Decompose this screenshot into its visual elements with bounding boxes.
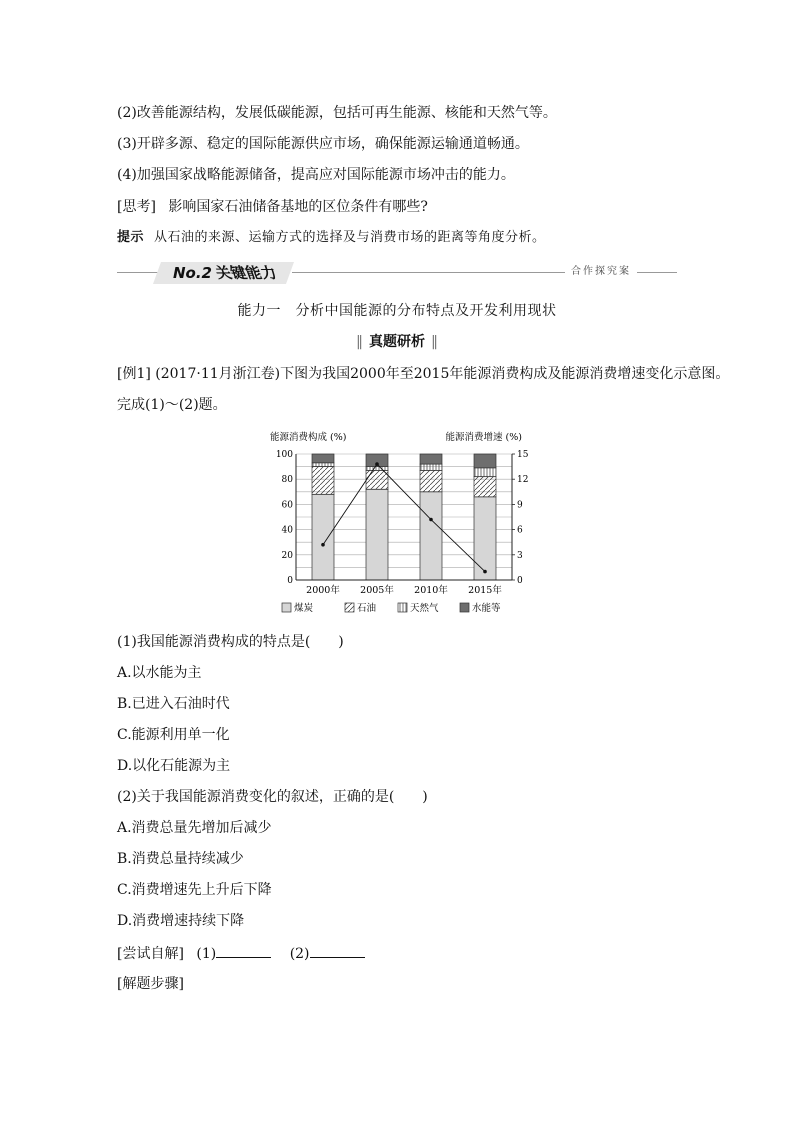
hint-label: 提示 (117, 230, 145, 245)
banner-title: 关键能力 (212, 264, 280, 282)
answer-blank-2[interactable] (310, 943, 365, 958)
legend-label: 水能等 (472, 603, 501, 614)
example-line-1: [例1] (2017·11月浙江卷)下图为我国2000年至2015年能源消费构成及能源消费增速变化示意图。 (117, 366, 730, 382)
y-tick-label-left: 80 (281, 475, 293, 486)
q2-option-d[interactable]: D.消费增速持续下降 (117, 913, 245, 929)
y-tick-label-right: 12 (517, 475, 529, 486)
bar-segment (312, 494, 334, 580)
growth-rate-point (429, 518, 433, 522)
zhenti-heading: ‖ 真题研析 ‖ (356, 334, 438, 350)
legend-label: 天然气 (410, 603, 439, 614)
x-tick-label: 2010年 (414, 585, 448, 596)
ylabel-left: 能源消费构成 (%) (270, 432, 347, 443)
answer-blank-1-label: (1) (196, 946, 217, 962)
legend-label: 石油 (357, 603, 377, 614)
q1-option-c[interactable]: C.能源利用单一化 (117, 727, 230, 743)
bar-segment (420, 470, 442, 491)
q1-option-a[interactable]: A.以水能为主 (117, 665, 202, 681)
bar-segment (366, 470, 388, 489)
growth-rate-point (321, 543, 325, 547)
answer-label: [尝试自解] (117, 946, 184, 962)
y-tick-label-left: 60 (281, 500, 293, 511)
hint-line (117, 228, 546, 248)
q2-option-c[interactable]: C.消费增速先上升后下降 (117, 882, 272, 898)
ylabel-right: 能源消费增速 (%) (445, 432, 522, 443)
q1-option-d[interactable]: D.以化石能源为主 (117, 758, 231, 774)
y-tick-label-left: 40 (281, 525, 293, 536)
x-tick-label: 2000年 (306, 585, 340, 596)
bar-segment (312, 467, 334, 495)
zhenti-label: 真题研析 (369, 334, 425, 350)
think-label: [思考] (117, 199, 156, 215)
y-tick-label-right: 6 (517, 525, 523, 536)
x-tick-label: 2015年 (468, 585, 502, 596)
section-banner (117, 262, 677, 284)
bar-segment (474, 468, 496, 477)
legend-swatch (460, 603, 469, 612)
bar-segment (366, 467, 388, 471)
bar-segment (420, 492, 442, 580)
steps-label: [解题步骤] (117, 976, 184, 992)
answer-blank-1[interactable] (216, 943, 271, 958)
legend-swatch (345, 603, 354, 612)
q2-stem: (2)关于我国能源消费变化的叙述，正确的是( ) (117, 789, 428, 805)
legend-swatch (398, 603, 407, 612)
y-tick-label-left: 0 (287, 576, 293, 586)
bar-segment (420, 464, 442, 470)
answer-blank-2-label: (2) (289, 946, 310, 962)
bar-segment (312, 463, 334, 467)
q2-option-a[interactable]: A.消费总量先增加后减少 (117, 820, 272, 836)
y-tick-label-right: 3 (517, 550, 523, 561)
bar-segment (420, 454, 442, 464)
growth-rate-line (323, 464, 485, 572)
banner-no: No.2 (173, 264, 212, 282)
energy-chart (270, 425, 530, 620)
think-text: 影响国家石油储备基地的区位条件有哪些? (168, 199, 428, 215)
intro-item-4: (4)加强国家战略能源储备，提高应对国际能源市场冲击的能力。 (117, 167, 515, 183)
growth-rate-point (483, 570, 487, 574)
intro-item-2: (2)改善能源结构，发展低碳能源，包括可再生能源、核能和天然气等。 (117, 105, 557, 121)
example-line-2: 完成(1)～(2)题。 (117, 397, 227, 413)
q1-option-b[interactable]: B.已进入石油时代 (117, 696, 230, 712)
legend-label: 煤炭 (294, 603, 314, 614)
q1-stem: (1)我国能源消费构成的特点是( ) (117, 634, 344, 650)
intro-item-3: (3)开辟多源、稳定的国际能源供应市场，确保能源运输通道畅通。 (117, 136, 529, 152)
growth-rate-point (375, 462, 379, 466)
y-tick-label-left: 100 (275, 450, 293, 460)
x-tick-label: 2005年 (360, 585, 394, 596)
section-title: 能力一 分析中国能源的分布特点及开发利用现状 (237, 303, 557, 319)
y-tick-label-right: 9 (517, 500, 523, 511)
y-tick-label-right: 0 (517, 576, 523, 586)
bar-segment (366, 489, 388, 580)
answer-line (117, 943, 365, 964)
y-tick-label-right: 15 (517, 450, 529, 460)
banner-right-label: 合作探究案 (565, 264, 637, 280)
bar-segment (474, 477, 496, 497)
q2-option-b[interactable]: B.消费总量持续减少 (117, 851, 244, 867)
bar-segment (312, 454, 334, 463)
bar-segment (474, 454, 496, 468)
bar-segment (474, 497, 496, 580)
hint-text: 从石油的来源、运输方式的选择及与消费市场的距离等角度分析。 (154, 230, 546, 245)
banner-tab (153, 262, 294, 284)
think-line (117, 197, 428, 217)
y-tick-label-left: 20 (281, 550, 293, 561)
legend-swatch (282, 603, 291, 612)
